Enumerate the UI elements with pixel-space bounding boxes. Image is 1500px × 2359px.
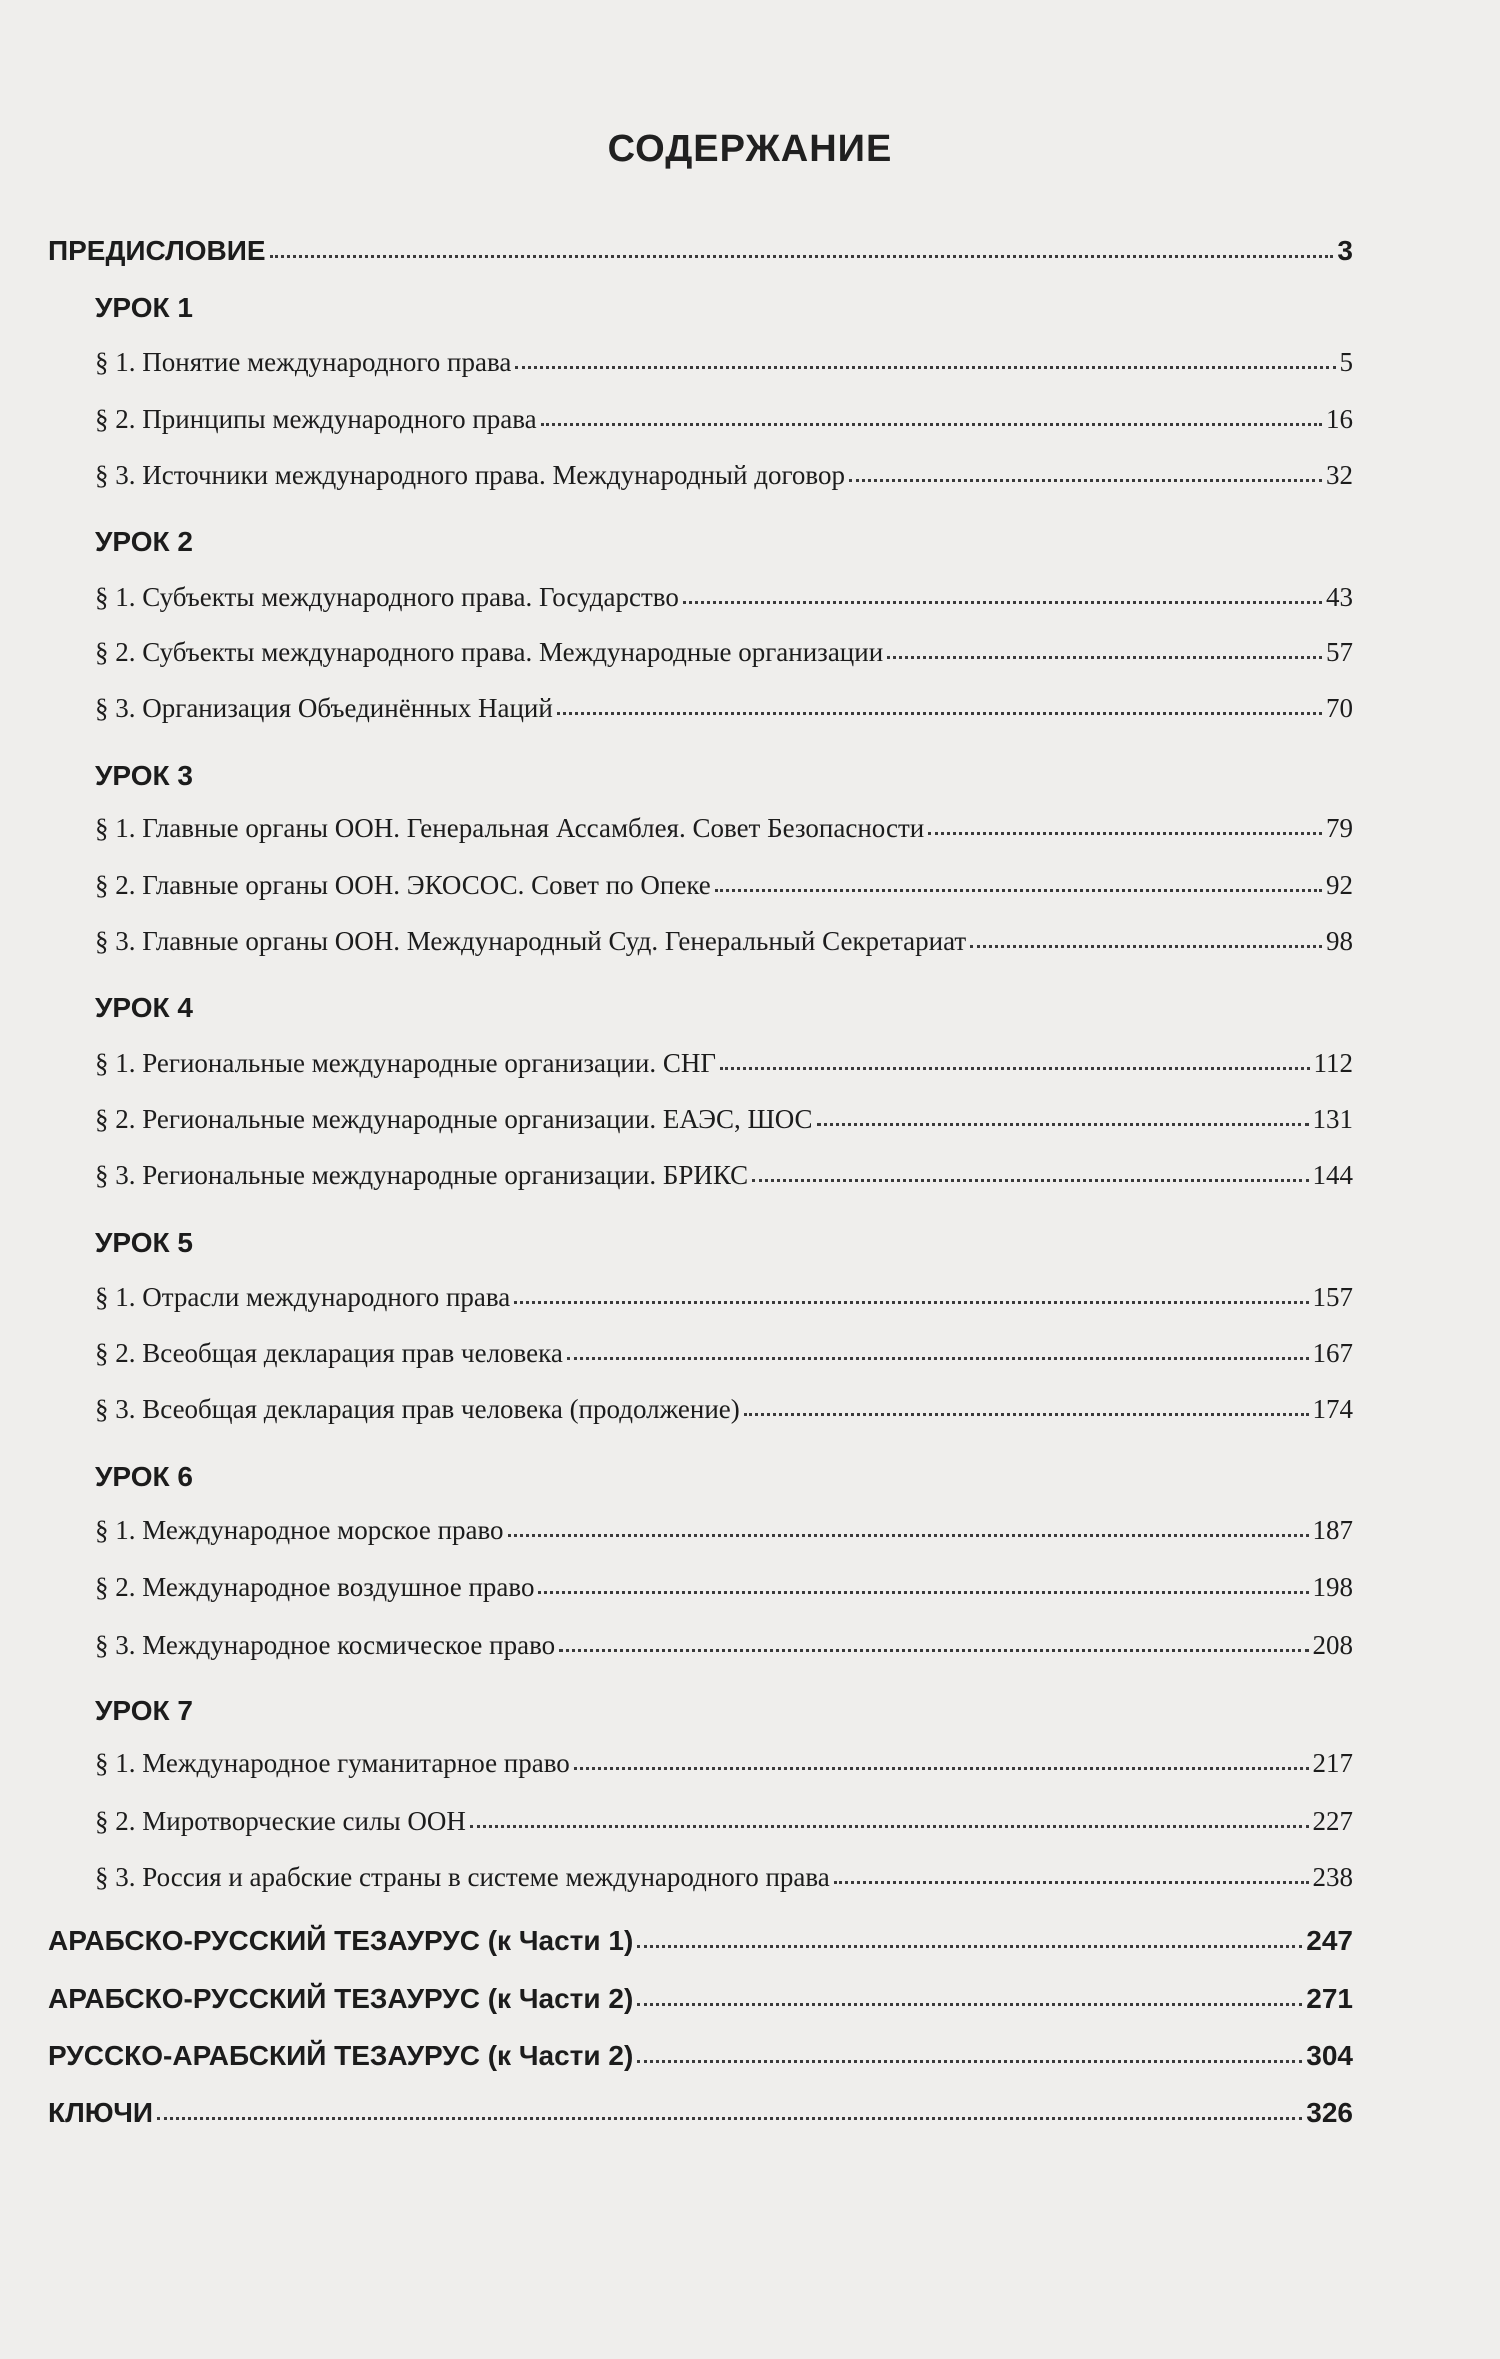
toc-entry-page: 92 — [1326, 870, 1353, 900]
toc-entry-label: § 2. Региональные международные организации. ЕАЭС, ШОС — [95, 1104, 813, 1134]
toc-entry-page: 131 — [1312, 1104, 1353, 1134]
toc-entry-page: 174 — [1312, 1394, 1353, 1424]
toc-entry[interactable] — [95, 926, 1353, 957]
toc-entry[interactable] — [95, 637, 1353, 668]
dot-leader — [683, 601, 1322, 604]
lesson-heading: УРОК 7 — [95, 1695, 193, 1726]
dot-leader — [541, 423, 1322, 426]
toc-entry-page: 112 — [1313, 1048, 1353, 1078]
dot-leader — [567, 1357, 1309, 1360]
toc-entry-page: 271 — [1306, 1983, 1353, 2014]
toc-entry-label: § 3. Всеобщая декларация прав человека (продолжение) — [95, 1394, 740, 1424]
toc-entry[interactable] — [95, 1394, 1353, 1425]
toc-entry-page: 3 — [1337, 235, 1353, 266]
toc-entry-label: § 3. Международное космическое право — [95, 1630, 556, 1660]
toc-entry-label: § 2. Международное воздушное право — [95, 1572, 535, 1602]
toc-entry-appendix[interactable] — [48, 1983, 1353, 2015]
lesson-heading: УРОК 6 — [95, 1461, 193, 1492]
toc-entry[interactable] — [95, 813, 1353, 844]
toc-entry-page: 238 — [1312, 1862, 1353, 1892]
dot-leader — [270, 255, 1334, 258]
toc-entry[interactable] — [95, 1572, 1353, 1603]
toc-entry-label: § 1. Главные органы ООН. Генеральная Ассамблея. Совет Безопасности — [95, 813, 925, 843]
dot-leader — [720, 1067, 1310, 1070]
dot-leader — [538, 1591, 1308, 1594]
toc-entry-page: 32 — [1326, 460, 1353, 490]
dot-leader — [515, 366, 1335, 369]
lesson-heading: УРОК 5 — [95, 1227, 193, 1258]
toc-entry[interactable] — [95, 1806, 1353, 1837]
toc-entry-label: § 3. Региональные международные организации. БРИКС — [95, 1160, 749, 1190]
toc-entry-label: § 2. Принципы международного права — [95, 404, 537, 434]
toc-entry[interactable] — [95, 870, 1353, 901]
toc-entry-label: § 1. Международное морское право — [95, 1515, 504, 1545]
toc-entry-appendix[interactable] — [48, 1925, 1353, 1957]
toc-entry-page: 144 — [1312, 1160, 1353, 1190]
toc-entry-appendix[interactable] — [48, 2097, 1353, 2129]
dot-leader — [834, 1881, 1309, 1884]
toc-entry-page: 167 — [1312, 1338, 1353, 1368]
toc-entry-label: § 1. Отрасли международного права — [95, 1282, 511, 1312]
toc-entry-label: § 1. Международное гуманитарное право — [95, 1748, 570, 1778]
toc-entry-label: § 2. Миротворческие силы ООН — [95, 1806, 466, 1836]
toc-entry-label: РУССКО-АРАБСКИЙ ТЕЗАУРУС (к Части 2) — [48, 2040, 634, 2071]
toc-entry-label: § 1. Понятие международного права — [95, 347, 512, 377]
dot-leader — [559, 1649, 1308, 1652]
toc-entry-page: 247 — [1306, 1925, 1353, 1956]
toc-entry-label: § 2. Всеобщая декларация прав человека — [95, 1338, 563, 1368]
dot-leader — [637, 2003, 1302, 2006]
page-title: СОДЕРЖАНИЕ — [607, 128, 893, 170]
toc-entry-page: 98 — [1326, 926, 1353, 956]
dot-leader — [637, 2060, 1302, 2063]
toc-entry-page: 304 — [1306, 2040, 1353, 2071]
toc-entry[interactable] — [95, 1104, 1353, 1135]
toc-entry-appendix[interactable] — [48, 2040, 1353, 2072]
toc-entry[interactable] — [95, 347, 1353, 378]
dot-leader — [470, 1825, 1309, 1828]
toc-entry-label: КЛЮЧИ — [48, 2097, 154, 2128]
toc-entry-page: 79 — [1326, 813, 1353, 843]
toc-entry-label: § 3. Источники международного права. Международный договор — [95, 460, 845, 490]
toc-entry[interactable] — [95, 1160, 1353, 1191]
toc-entry-label: § 1. Субъекты международного права. Государство — [95, 582, 679, 612]
dot-leader — [557, 712, 1322, 715]
toc-entry-label: АРАБСКО-РУССКИЙ ТЕЗАУРУС (к Части 1) — [48, 1925, 634, 1956]
dot-leader — [744, 1413, 1309, 1416]
toc-entry[interactable] — [95, 1338, 1353, 1369]
toc-entry-label: § 3. Россия и арабские страны в системе международного права — [95, 1862, 830, 1892]
dot-leader — [817, 1123, 1309, 1126]
toc-entry[interactable] — [95, 693, 1353, 724]
toc-entry-label: § 2. Главные органы ООН. ЭКОСОС. Совет по Опеке — [95, 870, 711, 900]
toc-entry-page: 157 — [1312, 1282, 1353, 1312]
toc-entry-page: 217 — [1312, 1748, 1353, 1778]
dot-leader — [508, 1534, 1309, 1537]
toc-entry-page: 70 — [1326, 693, 1353, 723]
toc-entry-label: § 2. Субъекты международного права. Международные организации — [95, 637, 884, 667]
toc-entry-preface[interactable] — [48, 235, 1353, 267]
toc-entry-page: 16 — [1326, 404, 1353, 434]
lesson-heading: УРОК 2 — [95, 526, 193, 557]
toc-entry-page: 43 — [1326, 582, 1353, 612]
dot-leader — [637, 1945, 1302, 1948]
dot-leader — [715, 889, 1322, 892]
toc-entry-page: 187 — [1312, 1515, 1353, 1545]
toc-entry-page: 5 — [1339, 347, 1353, 377]
lesson-heading: УРОК 3 — [95, 760, 193, 791]
toc-entry-label: § 3. Организация Объединённых Наций — [95, 693, 553, 723]
toc-entry-page: 208 — [1312, 1630, 1353, 1660]
toc-entry[interactable] — [95, 1862, 1353, 1893]
toc-entry-page: 57 — [1326, 637, 1353, 667]
toc-entry[interactable] — [95, 1515, 1353, 1546]
toc-entry[interactable] — [95, 1748, 1353, 1779]
lesson-heading: УРОК 1 — [95, 292, 193, 323]
toc-entry[interactable] — [95, 404, 1353, 435]
toc-entry[interactable] — [95, 460, 1353, 491]
dot-leader — [849, 479, 1322, 482]
toc-entry-page: 326 — [1306, 2097, 1353, 2128]
toc-entry-label: ПРЕДИСЛОВИЕ — [48, 235, 266, 266]
toc-entry[interactable] — [95, 1282, 1353, 1313]
toc-entry[interactable] — [95, 582, 1353, 613]
dot-leader — [752, 1179, 1308, 1182]
toc-entry-label: АРАБСКО-РУССКИЙ ТЕЗАУРУС (к Части 2) — [48, 1983, 634, 2014]
toc-entry-page: 198 — [1312, 1572, 1353, 1602]
dot-leader — [574, 1767, 1309, 1770]
lesson-heading: УРОК 4 — [95, 992, 193, 1023]
dot-leader — [157, 2117, 1302, 2120]
dot-leader — [928, 832, 1322, 835]
toc-entry[interactable] — [95, 1630, 1353, 1661]
toc-entry-label: § 3. Главные органы ООН. Международный Суд. Генеральный Секретариат — [95, 926, 967, 956]
dot-leader — [970, 945, 1322, 948]
toc-entry-label: § 1. Региональные международные организации. СНГ — [95, 1048, 716, 1078]
toc-entry-page: 227 — [1312, 1806, 1353, 1836]
dot-leader — [514, 1301, 1308, 1304]
dot-leader — [887, 656, 1322, 659]
toc-entry[interactable] — [95, 1048, 1353, 1079]
